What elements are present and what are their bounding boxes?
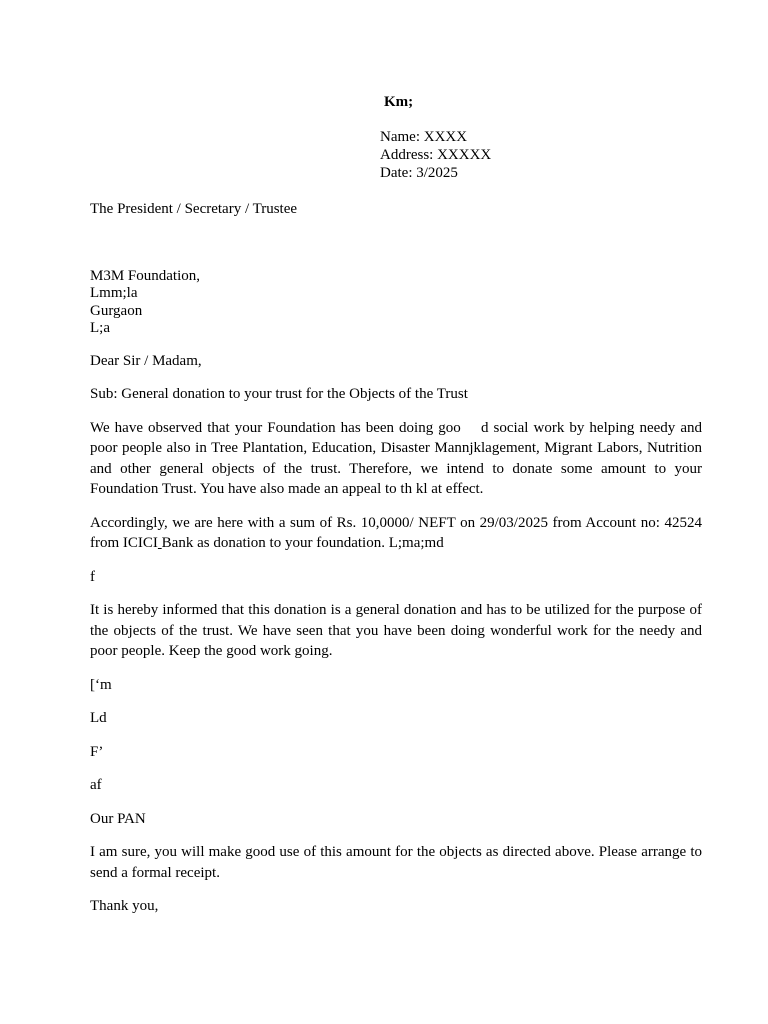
stray-line-f: f bbox=[90, 568, 95, 585]
pan-line: Our PAN bbox=[90, 810, 146, 827]
letter-date: Date: 3/2025 bbox=[380, 165, 458, 181]
sender-name: Name: XXXX bbox=[380, 129, 468, 145]
stray-line-ld: Ld bbox=[90, 710, 107, 726]
paragraph-general-donation: It is hereby informed that this donation is a general donation and has to be utilized for the purpose of the objects of the trust. We have seen that you have been doing wonderful work for the needy and poor people. Keep the good work going. bbox=[90, 602, 702, 659]
stray-line-F: F’ bbox=[90, 743, 104, 760]
recipient-address-line: Lmm;la bbox=[90, 285, 138, 301]
recipient-address-line: L;a bbox=[90, 320, 110, 336]
closing: Thank you, bbox=[90, 898, 159, 914]
donation-text-end: Bank as donation to your foundation. L;ma;md bbox=[161, 535, 444, 551]
sender-address: Address: XXXXX bbox=[380, 147, 492, 163]
sender-block bbox=[380, 92, 700, 182]
stray-line-af: af bbox=[90, 777, 102, 793]
paragraph-receipt-request: I am sure, you will make good use of this amount for the objects as directed above. Please arrange to send a formal receipt. bbox=[90, 844, 702, 881]
sender-heading: Km; bbox=[384, 94, 414, 110]
subject-line: Sub: General donation to your trust for the Objects of the Trust bbox=[90, 386, 468, 402]
recipient-address-line: M3M Foundation, bbox=[90, 267, 201, 284]
recipient-address-line: Gurgaon bbox=[90, 302, 143, 319]
salutation: Dear Sir / Madam, bbox=[90, 352, 202, 369]
paragraph-observation: We have observed that your Foundation has been doing goo d social work by helping needy and poor people also in Tree Plantation, Education, Disaster Mannjklagement, Migrant Labors, Nutrition and other general objects of the trust. Therefore, we intend to donate some amount to your Foundation Trust. You have also made an appeal to th kl at effect. bbox=[90, 419, 706, 497]
stray-line-m: [‘m bbox=[90, 676, 112, 693]
recipient-title: The President / Secretary / Trustee bbox=[90, 201, 298, 217]
recipient-address bbox=[90, 268, 702, 338]
donation-text-start: Accordingly, we are here with a sum of Rs. 10,0000/ NEFT on 29/03/2025 from Account no: 42524 from ICICI bbox=[90, 514, 702, 551]
letter-body bbox=[90, 199, 706, 917]
paragraph-donation bbox=[90, 513, 702, 554]
